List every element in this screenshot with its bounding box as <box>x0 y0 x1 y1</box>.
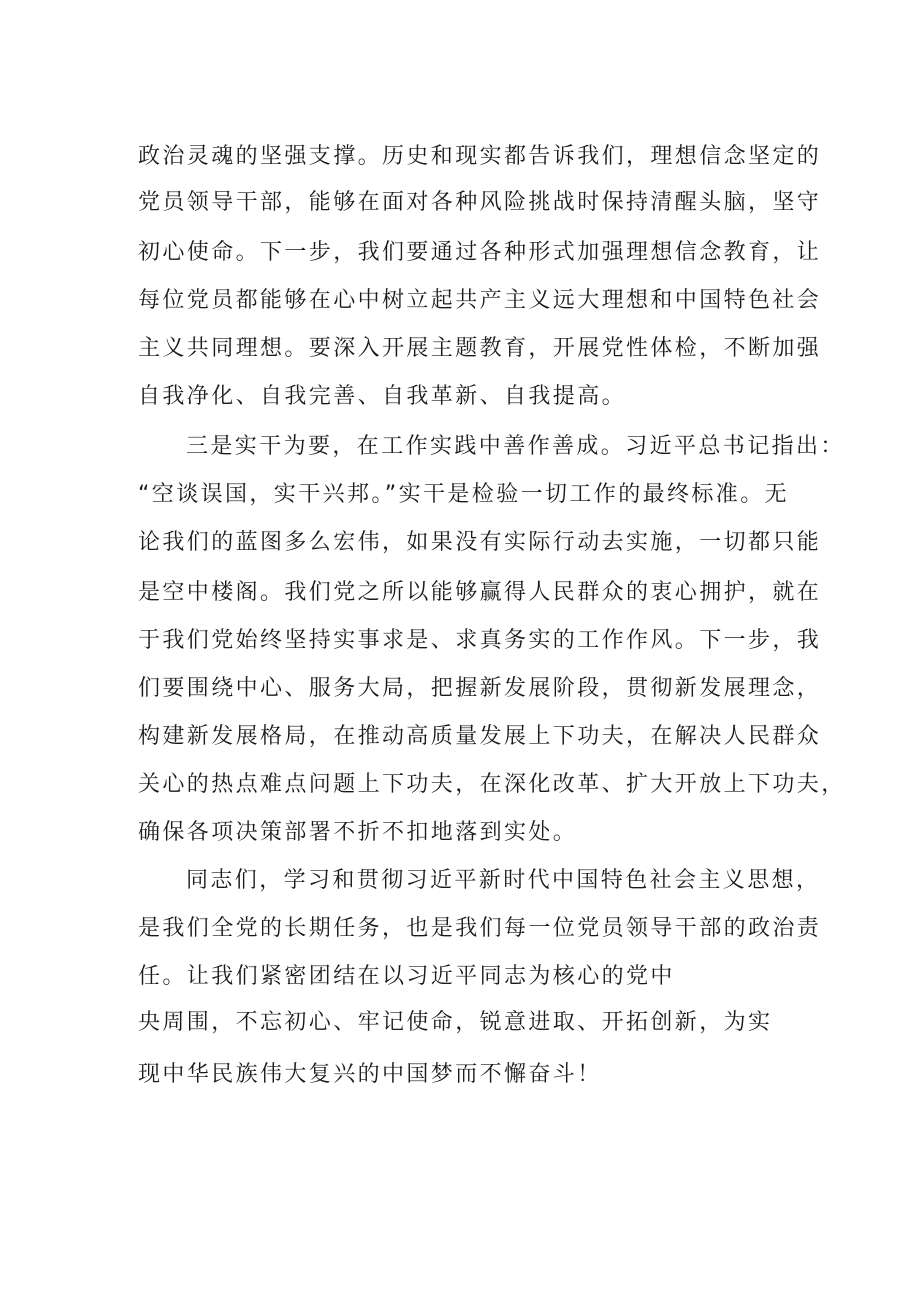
text-line-12: 们要围绕中心、服务大局，把握新发展阶段，贯彻新发展理念， <box>138 676 822 701</box>
text-line-10: 是空中楼阁。我们党之所以能够赢得人民群众的衷心拥护，就在 <box>138 580 822 605</box>
text-line-5: 主义共同理想。要深入开展主题教育，开展党性体检，不断加强 <box>138 336 822 361</box>
paragraph-3-start: 三是实干为要，在工作实践中善作善成。习近平总书记指出： <box>186 434 845 459</box>
text-line-17: 是我们全党的长期任务，也是我们每一位党员领导干部的政治责 <box>138 916 822 941</box>
text-line-8: “空谈误国，实干兴邦。”实干是检验一切工作的最终标准。无 <box>138 482 789 507</box>
text-line-13: 构建新发展格局，在推动高质量发展上下功夫，在解决人民群众 <box>138 724 822 749</box>
text-line-3: 初心使命。下一步，我们要通过各种形式加强理想信念教育，让 <box>138 240 822 265</box>
text-line-19: 央周围，不忘初心、牢记使命，锐意进取、开拓创新，为实 <box>138 1010 773 1035</box>
text-line-14: 关心的热点难点问题上下功夫，在深化改革、扩大开放上下功夫， <box>138 772 846 797</box>
text-line-6: 自我净化、自我完善、自我革新、自我提高。 <box>138 384 627 409</box>
text-line-20: 现中华民族伟大复兴的中国梦而不懈奋斗！ <box>138 1062 602 1087</box>
text-line-9: 论我们的蓝图多么宏伟，如果没有实际行动去实施，一切都只能 <box>138 530 822 555</box>
text-line-1: 政治灵魂的坚强支撑。历史和现实都告诉我们，理想信念坚定的 <box>138 144 822 169</box>
paragraph-4-start: 同志们，学习和贯彻习近平新时代中国特色社会主义思想， <box>186 868 821 893</box>
text-line-11: 于我们党始终坚持实事求是、求真务实的工作作风。下一步，我 <box>138 628 822 653</box>
text-line-4: 每位党员都能够在心中树立起共产主义远大理想和中国特色社会 <box>138 288 822 313</box>
text-line-15: 确保各项决策部署不折不扣地落到实处。 <box>138 820 578 845</box>
text-line-2: 党员领导干部，能够在面对各种风险挑战时保持清醒头脑，坚守 <box>138 190 822 215</box>
text-line-18: 任。让我们紧密团结在以习近平同志为核心的党中 <box>138 964 675 989</box>
